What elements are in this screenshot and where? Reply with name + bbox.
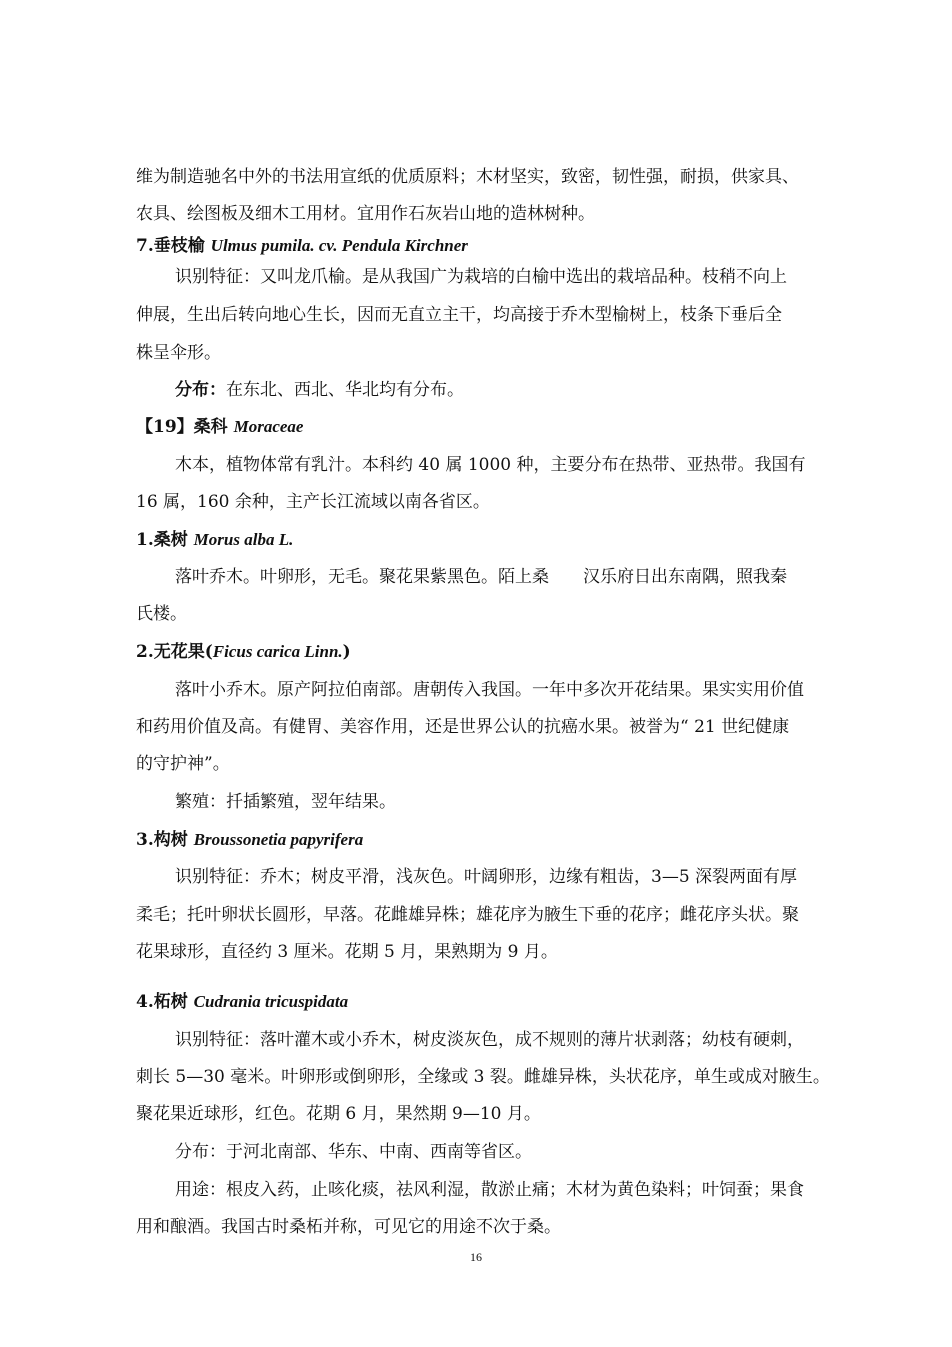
text-line: 落叶小乔木。原产阿拉伯南部。唐朝传入我国。一年中多次开花结果。果实实用价值 [175,680,804,700]
text-line: 木本，植物体常有乳汁。本科约 40 属 1000 种，主要分布在热带、亚热带。我国有 [175,455,806,475]
text-line: 识别特征：落叶灌木或小乔木，树皮淡灰色，成不规则的薄片状剥落；幼枝有硬刺， [175,1030,804,1050]
family-heading-19 [136,416,303,438]
text-line: 株呈伞形。 [136,343,221,363]
usage-line: 用和酿酒。我国古时桑柘并称，可见它的用途不次于桑。 [136,1217,561,1237]
page-number: 16 [470,1250,482,1264]
heading-number: 7.垂枝榆 [136,236,205,256]
latin-name: Morus alba L. [193,530,294,549]
distribution-text: 在东北、西北、华北均有分布。 [226,380,464,400]
text-line: 落叶乔木。叶卵形，无毛。聚花果紫黑色。陌上桑 汉乐府日出东南隅，照我秦 [175,567,787,587]
heading-close: ) [342,642,351,662]
text-line: 刺长 5—30 毫米。叶卵形或倒卵形，全缘或 3 裂。雌雄异株，头状花序，单生或成对腋生。 [136,1067,830,1087]
text-line: 花果球形，直径约 3 厘米。花期 5 月，果熟期为 9 月。 [136,942,558,962]
text-line: 伸展，生出后转向地心生长，因而无直立主干，均高接于乔木型榆树上，枝条下垂后全 [136,305,782,325]
text-line: 识别特征：又叫龙爪榆。是从我国广为栽培的白榆中选出的栽培品种。枝稍不向上 [175,267,787,287]
text-line: 识别特征：乔木；树皮平滑，浅灰色。叶阔卵形，边缘有粗齿，3—5 深裂两面有厚 [175,867,798,887]
distribution-label: 分布： [175,380,226,400]
section-heading-3 [136,829,363,851]
latin-name: Ulmus pumila. cv. Pendula Kirchner [210,236,468,255]
text-line: 16 属，160 余种，主产长江流域以南各省区。 [136,492,490,512]
usage-line: 用途：根皮入药，止咳化痰，祛风利湿，散淤止痛；木材为黄色染料；叶饲蚕；果食 [175,1180,804,1200]
heading-number: 1.桑树 [136,530,188,550]
text-line: 的守护神”。 [136,754,230,774]
text-line: 和药用价值及高。有健胃、美容作用，还是世界公认的抗癌水果。被誉为“ 21 世纪健康 [136,717,790,737]
propagation-line: 繁殖：扦插繁殖，翌年结果。 [175,792,396,812]
text-line: 聚花果近球形，红色。花期 6 月，果然期 9—10 月。 [136,1104,541,1124]
text-line: 氏楼。 [136,604,187,624]
latin-name: Ficus carica Linn. [212,642,343,661]
latin-name: Cudrania tricuspidata [193,992,349,1011]
text-line: 农具、绘图板及细木工用材。宜用作石灰岩山地的造林树种。 [136,204,595,224]
family-latin-name: Moraceae [233,417,304,436]
distribution-line: 分布：于河北南部、华东、中南、西南等省区。 [175,1142,532,1162]
heading-number: 2.无花果( [136,642,213,662]
text-line: 维为制造驰名中外的书法用宣纸的优质原料；木材坚实，致密，韧性强，耐损，供家具、 [136,167,799,187]
section-heading-1 [136,529,293,551]
latin-name: Broussonetia papyrifera [193,830,364,849]
heading-number: 4.柘树 [136,992,188,1012]
heading-number: 3.构树 [136,830,188,850]
section-heading-4 [136,991,348,1013]
family-number: 【19】桑科 [136,417,228,437]
distribution-line [175,379,464,401]
section-heading-7 [136,235,468,257]
section-heading-2 [136,641,351,663]
text-line: 柔毛；托叶卵状长圆形，早落。花雌雄异株；雄花序为腋生下垂的花序；雌花序头状。聚 [136,905,799,925]
